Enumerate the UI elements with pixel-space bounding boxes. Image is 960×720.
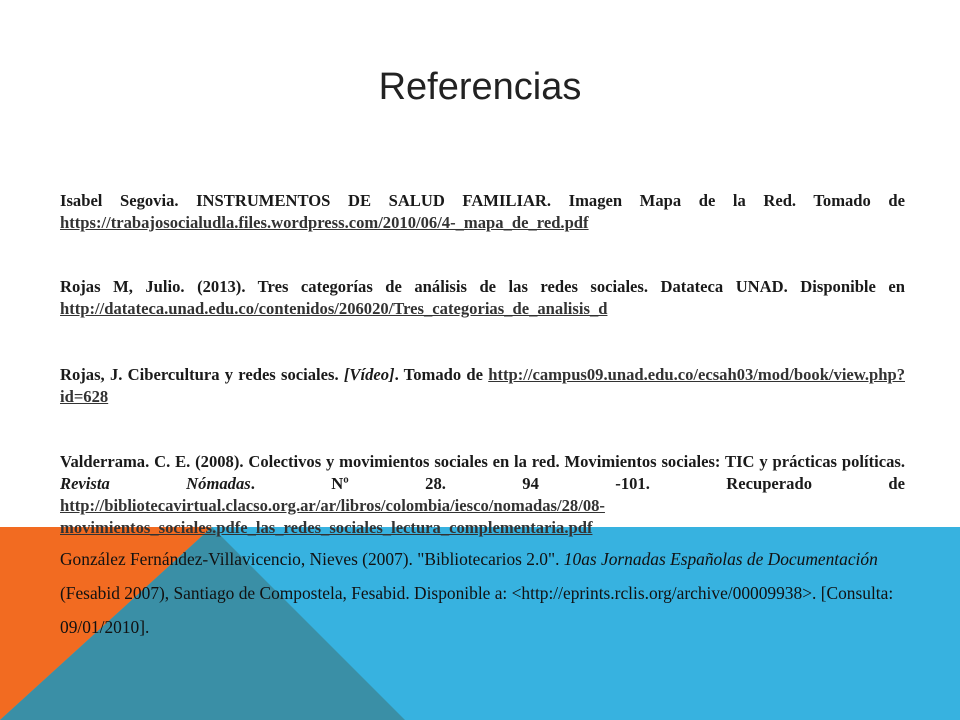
reference-text: . Nº 28. 94 -101. Recuperado de bbox=[250, 474, 905, 493]
reference-text: Isabel Segovia. INSTRUMENTOS DE SALUD FAMILIAR. Imagen Mapa de la Red. Tomado de bbox=[60, 191, 905, 210]
reference-italic: [Vídeo] bbox=[343, 365, 395, 384]
reference-text: Valderrama. C. E. (2008). Colectivos y movimientos sociales en la red. Movimientos sociales: TIC y prácticas políticas. bbox=[60, 452, 905, 471]
reference-text: Rojas, J. Cibercultura y redes sociales. bbox=[60, 365, 344, 384]
reference-italic: Revista Nómadas bbox=[60, 474, 251, 493]
reference-link[interactable]: http://datateca.unad.edu.co/contenidos/206020/Tres_categorias_de_analisis_d bbox=[60, 299, 608, 318]
reference-5 bbox=[60, 542, 920, 644]
reference-text: Rojas M, Julio. (2013). Tres categorías de análisis de las redes sociales. Datateca UNAD. Disponible en bbox=[60, 277, 905, 296]
reference-link[interactable]: https://trabajosocialudla.files.wordpress.com/2010/06/4-_mapa_de_red.pdf bbox=[60, 213, 589, 232]
reference-link[interactable]: http://bibliotecavirtual.clacso.org.ar/ar/libros/colombia/iesco/nomadas/28/08-movimientos_sociales.pdfe_las_redes_sociales_lectura_complementaria.pdf bbox=[60, 496, 605, 537]
reference-2 bbox=[60, 276, 905, 320]
reference-text: (Fesabid 2007), Santiago de Compostela, Fesabid. Disponible a: <http://eprints.rclis.org/archive/00009938>. [Consulta: 09/01/2010]. bbox=[60, 583, 894, 637]
reference-link[interactable]: http://campus09.unad.edu.co/ecsah03/mod/book/view.php?id=628 bbox=[60, 365, 905, 406]
reference-italic: 10as Jornadas Españolas de Documentación bbox=[563, 549, 878, 569]
slide-title: Referencias bbox=[378, 66, 582, 108]
reference-3 bbox=[60, 364, 905, 408]
reference-text: González Fernández-Villavicencio, Nieves (2007). "Bibliotecarios 2.0". bbox=[60, 549, 564, 569]
reference-1 bbox=[60, 190, 905, 234]
reference-text: . Tomado de bbox=[394, 365, 489, 384]
reference-4 bbox=[60, 451, 905, 539]
